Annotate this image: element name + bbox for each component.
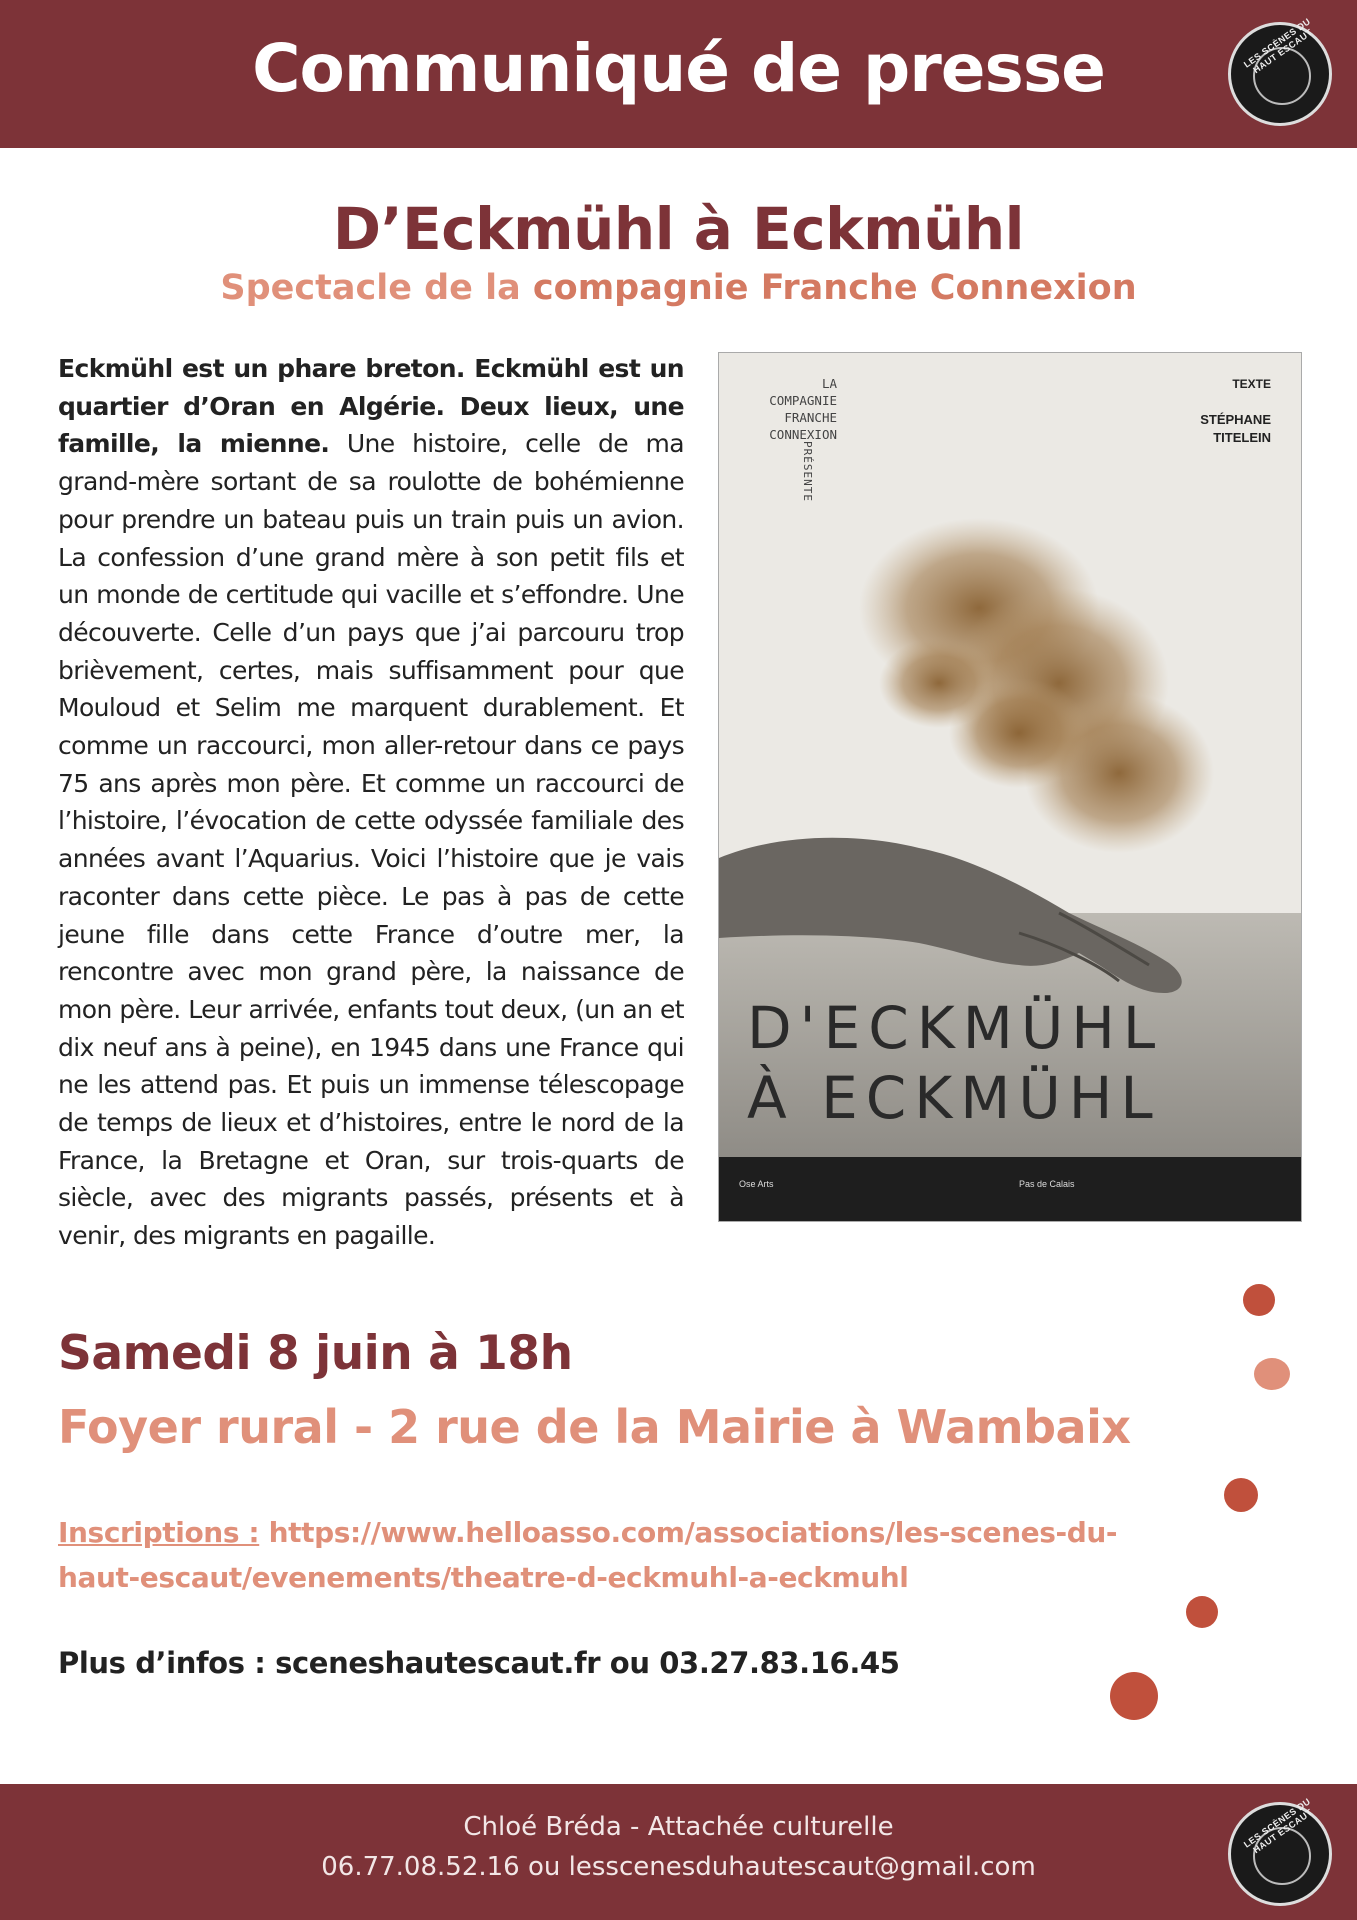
show-description [58,350,684,1255]
organizer-logo [1228,16,1332,126]
partner-logo-osearts: Ose Arts [739,1179,774,1189]
footer-logo [1228,1796,1332,1906]
subtitle-prefix: Spectacle de la [220,268,533,308]
poster-company: LA COMPAGNIE FRANCHE CONNEXION [769,376,837,442]
show-subtitle [0,268,1357,308]
contact-details: 06.77.08.52.16 ou lesscenesduhautescaut@gmail.com [321,1852,1036,1882]
decorative-dot [1110,1672,1158,1720]
header-banner [0,0,1357,148]
poster-author: STÉPHANE TITELEIN [1200,412,1271,445]
contact-name: Chloé Bréda - Attachée culturelle [463,1812,894,1842]
logo-text: LES SCÈNES DU HAUT ESCAUT [1241,16,1315,76]
poster-title: D'ECKMÜHL À ECKMÜHL [747,994,1164,1132]
inscriptions [58,1510,1178,1600]
partner-logo-pasdecalais: Pas de Calais [1019,1179,1075,1189]
inscriptions-link[interactable]: https://www.helloasso.com/associations/les-scenes-du-haut-escaut/evenements/theatre-d-eckmuhl-a-eckmuhl [58,1516,1118,1594]
logo-text: LES SCÈNES DU HAUT ESCAUT [1241,1796,1315,1856]
page-title: Communiqué de presse [252,30,1105,107]
poster-texte-label: TEXTE [1232,377,1271,391]
show-title: D’Eckmühl à Eckmühl [332,195,1025,263]
event-place: Foyer rural - 2 rue de la Mairie à Wambaix [58,1400,1131,1454]
description-lead: Eckmühl est un phare breton. Eckmühl est un quartier d’Oran en Algérie. Deux lieux, une famille, la mienne. [58,354,684,459]
subtitle-company: compagnie Franche Connexion [532,268,1137,308]
inscriptions-label: Inscriptions : [58,1516,260,1549]
decorative-dot [1186,1596,1218,1628]
show-poster [718,352,1302,1222]
description-text: Une histoire, celle de ma grand-mère sortant de sa roulotte de bohémienne pour prendre un bateau puis un train puis un avion. La confession d’une grand mère à son petit fils et un monde de certitude qui vacille et s’effondre. Une découverte. Celle d’un pays que j’ai parcouru trop brièvement, certes, mais suffisamment pour que Mouloud et Selim me marquent durablement. Et comme un raccourci, mon aller-retour dans ce pays 75 ans après mon père. Et comme un raccourci de l’histoire, l’évocation de cette odyssée familiale des années avant l’Aquarius. Voici l’histoire que je vais raconter dans cette pièce. Le pas à pas de cette jeune fille dans cette France d’outre mer, la rencontre avec mon grand père, la naissance de mon père. Leur arrivée, enfants tout deux, (un an et dix neuf ans à peine), en 1945 dans une France qui ne les attend pas. Et puis un immense télescopage de temps de lieux et d’histoires, entre le nord de la France, la Bretagne et Oran, sur trois-quarts de siècle, avec des migrants passés, présents et à venir, des migrants en pagaille. [58,429,684,1251]
poster-partners-bar [719,1157,1301,1221]
decorative-dot [1254,1358,1290,1390]
decorative-dot [1224,1478,1258,1512]
event-date: Samedi 8 juin à 18h [58,1326,573,1381]
footer-banner [0,1784,1357,1920]
poster-presente: PRÉSENTE [801,441,814,502]
decorative-dot [1243,1284,1275,1316]
more-info: Plus d’infos : sceneshautescaut.fr ou 03.27.83.16.45 [58,1646,900,1680]
